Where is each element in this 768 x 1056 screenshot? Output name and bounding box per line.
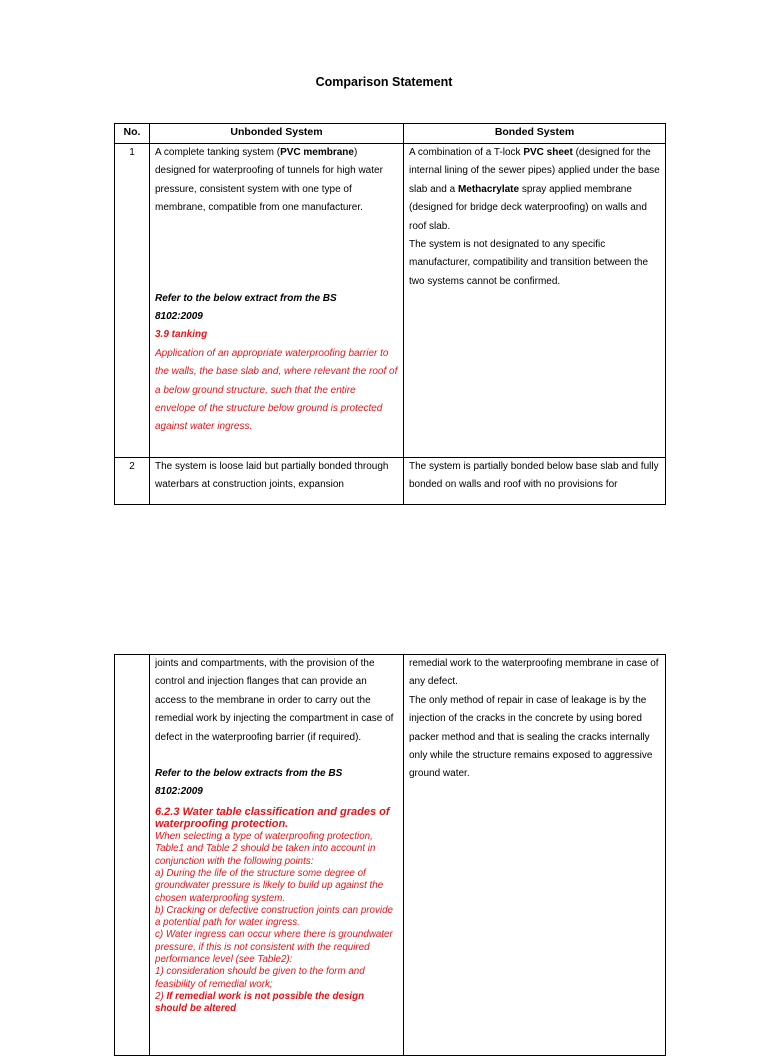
bonded-description: A combination of a T-lock PVC sheet (designed for the internal lining of the sewer pipes) applied under the base slab and a Methacrylate spray applied membrane (designed for bridge deck waterproofing) on walls and roof slab. (409, 147, 660, 232)
bonded-cell: The system is partially bonded below base slab and fully bonded on walls and roof with no provisions for (404, 458, 666, 505)
clause-point-a: a) During the life of the structure some degree of groundwater pressure is likely to build up against the chosen waterproofing system. (155, 867, 384, 904)
bonded-cell (404, 144, 666, 458)
clause-heading: 6.2.3 Water table classification and grades of waterproofing protection. (155, 805, 390, 831)
unbonded-cell: The system is loose laid but partially bonded through waterbars at construction joints, expansion (150, 458, 404, 505)
clause-heading: 3.9 tanking (155, 329, 208, 341)
clause-subpoint-2: 2) If remedial work is not possible the design should be altered (155, 990, 365, 1015)
header-bonded: Bonded System (404, 124, 666, 144)
table-row (115, 144, 666, 458)
table-header-row (115, 124, 666, 144)
comparison-table-continued (114, 654, 666, 1056)
unbonded-description: A complete tanking system (PVC membrane) designed for waterproofing of tunnels for high water pressure, consistent system with one type of membrane, compatible from one manufacturer. (155, 147, 383, 214)
clause-subpoint-1: 1) consideration should be given to the form and feasibility of remedial work; (155, 966, 365, 990)
clause-intro: When selecting a type of waterproofing protection, Table1 and Table 2 should be taken into account in conjunction with the following points: (155, 831, 376, 867)
unbonded-continued-text: joints and compartments, with the provision of the control and injection flanges that can provide an access to the membrane in order to carry out the remedial work by injecting the compartment in case of defect in the waterproofing barrier (if required). (155, 658, 394, 743)
bonded-repair-note: The only method of repair in case of leakage is by the injection of the cracks in the concrete by using bored packer method and that is sealing the cracks internally only while the structure remains exposed to aggressive ground water. (409, 694, 653, 780)
document-title: Comparison Statement (315, 75, 453, 89)
comparison-table (114, 123, 666, 505)
header-no: No. (115, 124, 150, 144)
header-unbonded: Unbonded System (150, 124, 404, 144)
clause-text: Application of an appropriate waterproofing barrier to the walls, the base slab and, where relevant the roof of a below ground structure, such that the entire envelope of the structure below ground is protected against water ingress. (155, 347, 398, 433)
row-number-empty (115, 655, 150, 1056)
bonded-continued-text: remedial work to the waterproofing membrane in case of any defect. (409, 658, 659, 688)
row-number: 1 (115, 144, 150, 458)
bs-reference-line: Refer to the below extracts from the BS (155, 768, 343, 780)
clause-point-c: c) Water ingress can occur where there is groundwater pressure, if this is not consistent with the required performance level (see Table2): (155, 929, 393, 965)
clause-point-b: b) Cracking or defective construction joints can provide a potential path for water ingress. (155, 904, 393, 929)
bs-reference-line: Refer to the below extract from the BS (155, 292, 337, 304)
row-number: 2 (115, 458, 150, 505)
table-row (115, 458, 666, 505)
table-row (115, 655, 666, 1056)
bonded-cell (404, 655, 666, 1056)
bonded-note: The system is not designated to any specific manufacturer, compatibility and transition between the two systems cannot be confirmed. (409, 239, 649, 287)
bs-reference-number: 8102:2009 (155, 311, 203, 323)
unbonded-cell (150, 144, 404, 458)
unbonded-cell (150, 655, 404, 1056)
bs-reference-number: 8102:2009 (155, 786, 203, 798)
